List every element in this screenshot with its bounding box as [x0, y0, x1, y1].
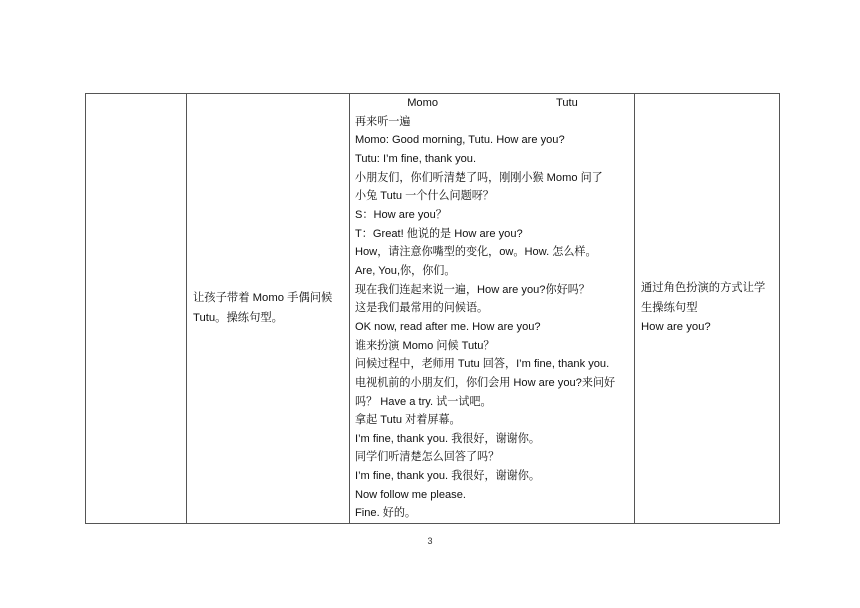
script-line: Momo: Good morning, Tutu. How are you?	[355, 134, 565, 147]
activity-cell	[187, 94, 350, 524]
lesson-table	[85, 93, 780, 524]
script-line: 同学们听清楚怎么回答了吗？	[355, 451, 500, 464]
script-line: Fine. 好的。	[355, 507, 417, 520]
puppet-name-tutu: Tutu	[556, 97, 578, 109]
purpose-line-1: 通过角色扮演的方式让学生操练句型	[641, 282, 766, 314]
script-line: 这是我们最常用的问候语。	[355, 302, 489, 315]
purpose-line-2: How are you?	[641, 321, 711, 334]
script-line: 现在我们连起来说一遍，How are you?你好吗？	[355, 283, 590, 296]
puppet-name-momo: Momo	[407, 97, 439, 109]
purpose-text	[635, 279, 779, 338]
script-line: 拿起 Tutu 对着屏幕。	[355, 414, 461, 427]
script-line: Now follow me please.	[355, 488, 466, 501]
page-number: 3	[427, 536, 433, 546]
script-line: S：How are you？	[355, 208, 447, 221]
script-line: 小兔 Tutu 一个什么问题呀？	[355, 190, 494, 203]
table-row	[86, 94, 780, 524]
script-line: OK now, read after me. How are you?	[355, 320, 541, 333]
teaching-process-cell	[350, 94, 635, 524]
script-line: I’m fine, thank you. 我很好，谢谢你。	[355, 432, 540, 445]
purpose-cell	[635, 94, 780, 524]
activity-text: 让孩子带着 Momo 手偶问候 Tutu。操练句型。	[193, 292, 333, 324]
script-line: 问候过程中，老师用 Tutu 回答，I’m fine, thank you.	[355, 358, 610, 371]
script-line: Tutu: I’m fine, thank you.	[355, 152, 477, 165]
script-line: 吗？ Have a try. 试一试吧。	[355, 395, 492, 408]
script-line: T：Great! 他说的是 How are you?	[355, 227, 523, 240]
script-line: Are, You,你，你们。	[355, 264, 456, 277]
script-line: 谁来扮演 Momo 问候 Tutu？	[355, 339, 495, 352]
teaching-script	[350, 94, 634, 523]
puppet-names-line	[355, 94, 630, 113]
empty-cell	[86, 94, 187, 524]
script-line: 再来听一遍	[355, 115, 411, 128]
script-line: 小朋友们，你们听清楚了吗，刚刚小猴 Momo 问了	[355, 171, 603, 184]
script-line: 电视机前的小朋友们，你们会用 How are you?来问好	[355, 376, 616, 389]
script-line: How，请注意你嘴型的变化，ow。How. 怎么样。	[355, 246, 597, 259]
script-line: I’m fine, thank you. 我很好，谢谢你。	[355, 470, 540, 483]
